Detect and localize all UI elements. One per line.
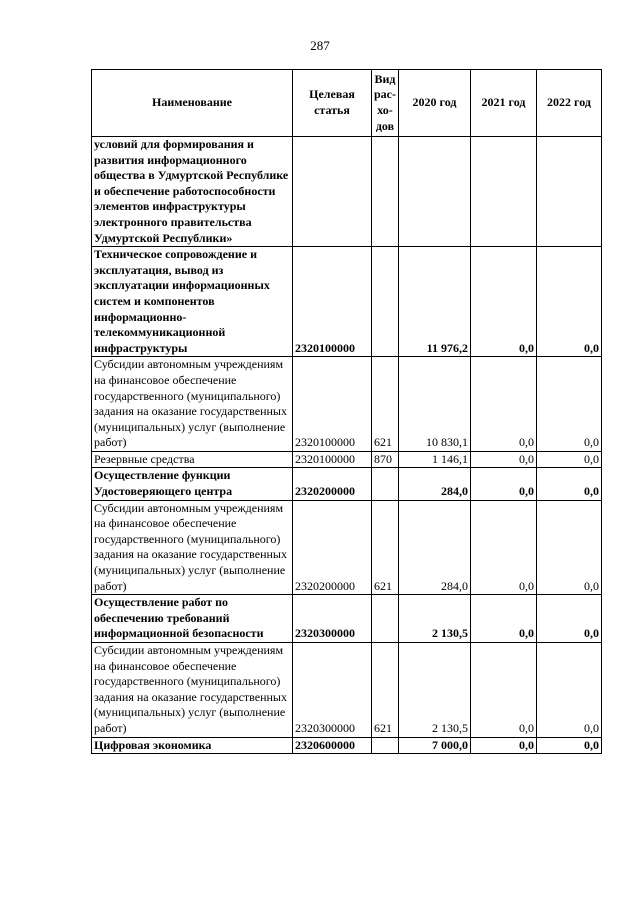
- header-2020: 2020 год: [398, 70, 470, 137]
- row-name-cell: Субсидии автономным учреждениям на финансовое обеспечение государственного (муниципального) задания на оказание государственных (муниципальных) услуг (выполнение работ): [92, 357, 293, 452]
- table-row: [92, 643, 602, 738]
- row-2020-cell: [398, 137, 470, 247]
- row-2022-cell: 0,0: [536, 451, 601, 468]
- row-name-cell: Осуществление работ по обеспечению требований информационной безопасности: [92, 595, 293, 643]
- row-2021-cell: 0,0: [470, 595, 536, 643]
- row-target-article-cell: 2320200000: [293, 500, 372, 595]
- row-2020-cell: 2 130,5: [398, 643, 470, 738]
- row-2021-cell: [470, 137, 536, 247]
- row-target-article-cell: [293, 137, 372, 247]
- row-2021-cell: 0,0: [470, 643, 536, 738]
- table-row: [92, 595, 602, 643]
- row-2021-cell: 0,0: [470, 500, 536, 595]
- row-target-article-cell: 2320300000: [293, 595, 372, 643]
- row-2020-cell: 10 830,1: [398, 357, 470, 452]
- budget-table: [91, 69, 602, 754]
- row-2022-cell: 0,0: [536, 357, 601, 452]
- row-target-article-cell: 2320100000: [293, 451, 372, 468]
- row-2021-cell: 0,0: [470, 451, 536, 468]
- row-name-cell: Техническое сопровождение и эксплуатация, вывод из эксплуатации информационных систем и компонентов информационно-телекоммуникационной инфраструктуры: [92, 247, 293, 357]
- row-expense-type-cell: [372, 137, 399, 247]
- table-header: [92, 70, 602, 137]
- row-expense-type-cell: [372, 468, 399, 500]
- table-body: [92, 137, 602, 754]
- row-name-cell: Субсидии автономным учреждениям на финансовое обеспечение государственного (муниципального) задания на оказание государственных (муниципальных) услуг (выполнение работ): [92, 643, 293, 738]
- row-name-cell: условий для формирования и развития информационного общества в Удмуртской Республике и обеспечение работоспособности элементов инфраструктуры электронного правительства Удмуртской Республики»: [92, 137, 293, 247]
- row-2021-cell: 0,0: [470, 357, 536, 452]
- header-expense-type: Вид рас-хо-дов: [372, 70, 399, 137]
- row-2020-cell: 7 000,0: [398, 737, 470, 754]
- page-number: 287: [310, 38, 330, 53]
- row-2022-cell: 0,0: [536, 500, 601, 595]
- row-expense-type-cell: 621: [372, 643, 399, 738]
- row-expense-type-cell: [372, 737, 399, 754]
- row-2022-cell: 0,0: [536, 468, 601, 500]
- row-2021-cell: 0,0: [470, 247, 536, 357]
- row-2021-cell: 0,0: [470, 737, 536, 754]
- table-row: [92, 137, 602, 247]
- header-2021: 2021 год: [470, 70, 536, 137]
- row-target-article-cell: 2320600000: [293, 737, 372, 754]
- row-2022-cell: 0,0: [536, 643, 601, 738]
- header-name: Наименование: [92, 70, 293, 137]
- row-2020-cell: 11 976,2: [398, 247, 470, 357]
- row-name-cell: Резервные средства: [92, 451, 293, 468]
- row-2021-cell: 0,0: [470, 468, 536, 500]
- row-expense-type-cell: [372, 247, 399, 357]
- row-expense-type-cell: 621: [372, 357, 399, 452]
- table-row: [92, 451, 602, 468]
- table-row: [92, 357, 602, 452]
- row-name-cell: Осуществление функции Удостоверяющего центра: [92, 468, 293, 500]
- table-row: [92, 737, 602, 754]
- header-target-article: Целевая статья: [293, 70, 372, 137]
- row-2020-cell: 1 146,1: [398, 451, 470, 468]
- row-2020-cell: 2 130,5: [398, 595, 470, 643]
- row-2022-cell: [536, 137, 601, 247]
- row-2020-cell: 284,0: [398, 500, 470, 595]
- table-row: [92, 468, 602, 500]
- row-target-article-cell: 2320300000: [293, 643, 372, 738]
- table-row: [92, 247, 602, 357]
- row-2022-cell: 0,0: [536, 595, 601, 643]
- row-target-article-cell: 2320100000: [293, 247, 372, 357]
- row-name-cell: Субсидии автономным учреждениям на финансовое обеспечение государственного (муниципального) задания на оказание государственных (муниципальных) услуг (выполнение работ): [92, 500, 293, 595]
- row-target-article-cell: 2320200000: [293, 468, 372, 500]
- row-expense-type-cell: 621: [372, 500, 399, 595]
- row-expense-type-cell: [372, 595, 399, 643]
- row-2022-cell: 0,0: [536, 737, 601, 754]
- table-row: [92, 500, 602, 595]
- row-2022-cell: 0,0: [536, 247, 601, 357]
- row-expense-type-cell: 870: [372, 451, 399, 468]
- header-2022: 2022 год: [536, 70, 601, 137]
- row-target-article-cell: 2320100000: [293, 357, 372, 452]
- row-name-cell: Цифровая экономика: [92, 737, 293, 754]
- row-2020-cell: 284,0: [398, 468, 470, 500]
